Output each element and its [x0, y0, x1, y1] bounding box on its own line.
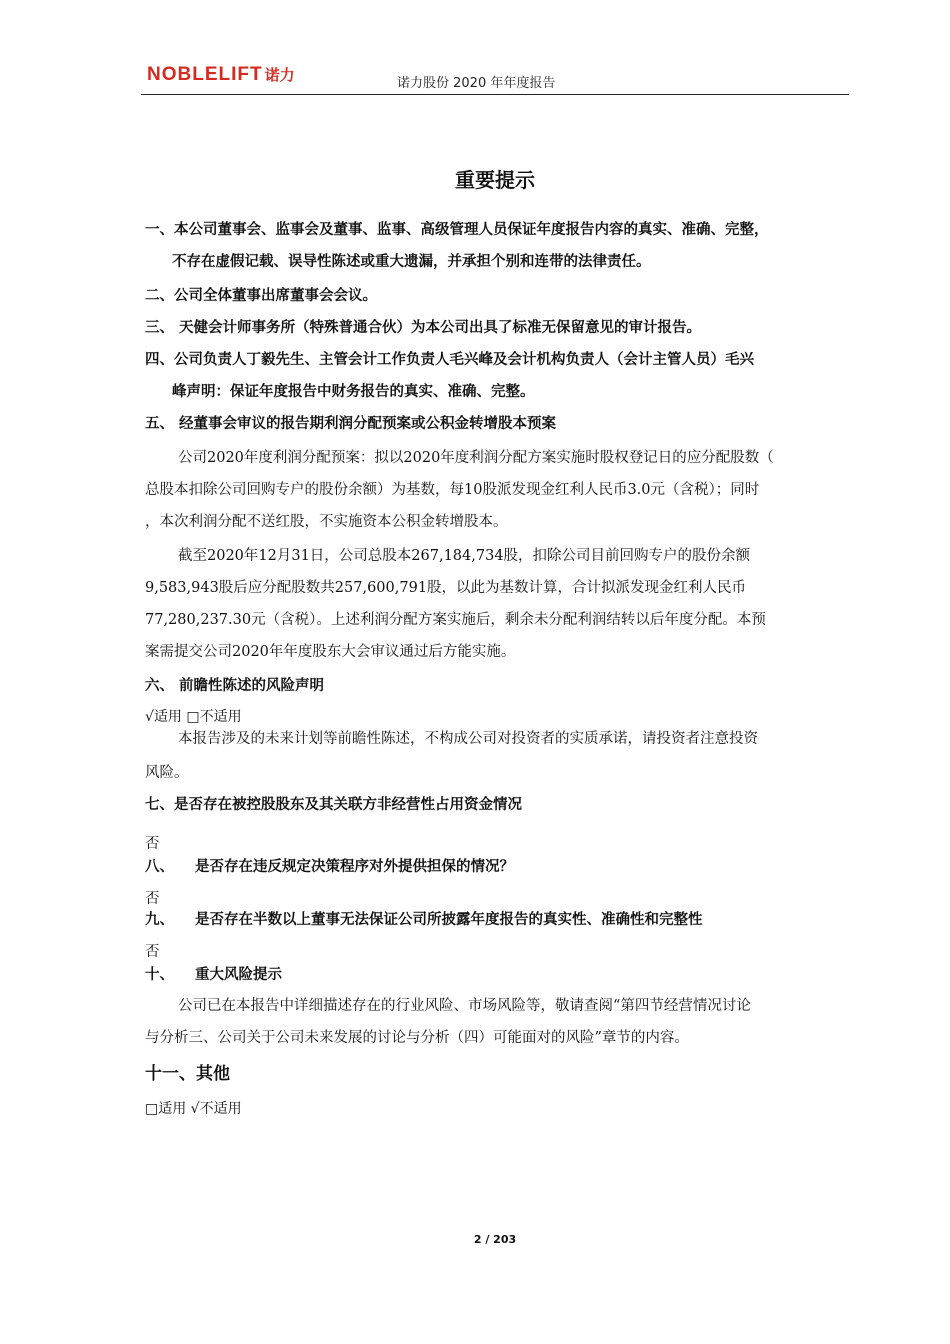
item-8-heading: 是否存在违反规定决策程序对外提供担保的情况？: [195, 859, 514, 875]
logo-cn-text: 诺力: [264, 67, 295, 84]
item-2: 二、公司全体董事出席董事会会议。: [145, 288, 377, 304]
item-5-para-2-line-4: 案需提交公司2020年年度股东大会审议通过后方能实施。: [145, 644, 516, 660]
report-title: 诺力股份 2020 年年度报告: [397, 76, 556, 91]
noblelift-logo: [147, 64, 295, 88]
item-10-heading: 重大风险提示: [195, 967, 282, 983]
item-4-line-2: 峰声明：保证年度报告中财务报告的真实、准确、完整。: [172, 384, 535, 400]
item-1-line-1: 一、本公司董事会、监事会及董事、监事、高级管理人员保证年度报告内容的真实、准确、完整，: [145, 222, 769, 238]
item-6-heading: 六、 前瞻性陈述的风险声明: [145, 678, 325, 694]
item-4-line-1: 四、公司负责人丁毅先生、主管会计工作负责人毛兴峰及会计机构负责人（会计主管人员）毛兴: [145, 352, 754, 368]
item-3: 三、 天健会计师事务所（特殊普通合伙）为本公司出具了标准无保留意见的审计报告。: [145, 320, 702, 336]
item-5-para-2-line-2: 9,583,943股后应分配股数共257,600,791股，以此为基数计算，合计拟派发现金红利人民币: [145, 580, 747, 596]
item-10-number: 十、: [145, 967, 174, 983]
item-5-para-1-line-1: 公司2020年度利润分配预案：拟以2020年度利润分配方案实施时股权登记日的应分配股数（: [178, 450, 774, 466]
item-8-answer: 否: [145, 891, 160, 907]
item-1-line-2: 不存在虚假记载、误导性陈述或重大遗漏，并承担个别和连带的法律责任。: [172, 254, 651, 270]
page-number: 2 / 203: [473, 1233, 517, 1246]
logo-text: NOBLELIFT: [147, 64, 263, 85]
item-5-para-2-line-1: 截至2020年12月31日，公司总股本267,184,734股，扣除公司目前回购专户的股份余额: [178, 548, 751, 564]
item-6-para-line-2: 风险。: [145, 765, 189, 781]
item-9-answer: 否: [145, 944, 160, 960]
item-5-para-1-line-3: ，本次利润分配不送红股，不实施资本公积金转增股本。: [145, 514, 508, 530]
page-header: [141, 60, 849, 95]
item-7-heading: 七、是否存在被控股股东及其关联方非经营性占用资金情况: [145, 797, 522, 813]
item-5-heading: 五、 经董事会审议的报告期利润分配预案或公积金转增股本预案: [145, 416, 557, 432]
item-6-applicability: √适用 □不适用: [145, 709, 242, 725]
item-5-para-2-line-3: 77,280,237.30元（含税）。上述利润分配方案实施后，剩余未分配利润结转以后年度分配。本预: [145, 612, 766, 628]
item-9-heading: 是否存在半数以上董事无法保证公司所披露年度报告的真实性、准确性和完整性: [195, 912, 703, 928]
item-9-number: 九、: [145, 912, 174, 928]
item-8-number: 八、: [145, 859, 174, 875]
item-10-para-line-1: 公司已在本报告中详细描述存在的行业风险、市场风险等，敬请查阅“第四节经营情况讨论: [178, 998, 751, 1014]
item-7-answer: 否: [145, 836, 160, 852]
item-6-para-line-1: 本报告涉及的未来计划等前瞻性陈述，不构成公司对投资者的实质承诺，请投资者注意投资: [178, 731, 758, 747]
item-11-applicability: □适用 √不适用: [145, 1101, 242, 1117]
item-10-para-line-2: 与分析三、公司关于公司未来发展的讨论与分析（四）可能面对的风险”章节的内容。: [145, 1030, 689, 1046]
page-title: 重要提示: [455, 168, 535, 192]
item-5-para-1-line-2: 总股本扣除公司回购专户的股份余额）为基数，每10股派发现金红利人民币3.0元（含税）；同时: [145, 482, 760, 498]
item-11-heading: 十一、其他: [145, 1064, 230, 1084]
